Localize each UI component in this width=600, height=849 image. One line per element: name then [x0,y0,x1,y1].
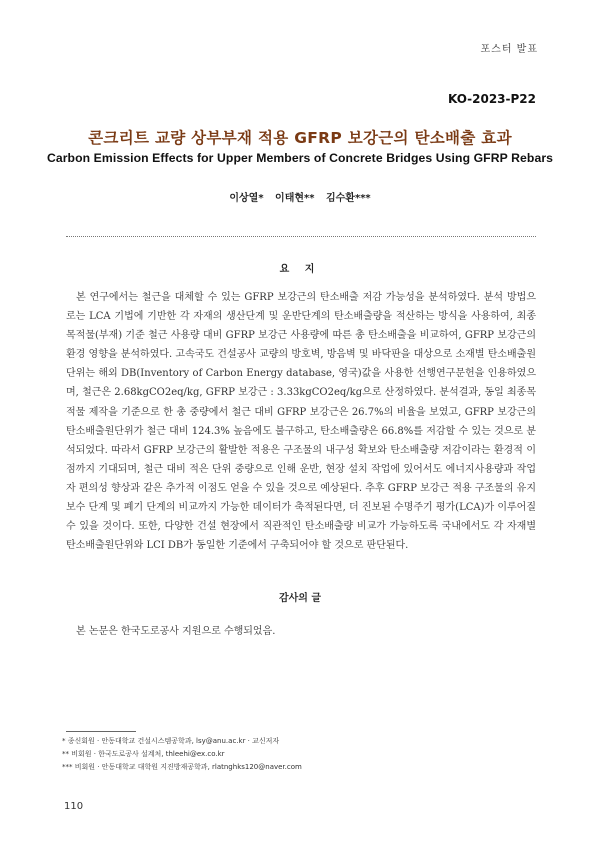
abstract-heading: 요 지 [279,264,321,275]
author-2: 이태현** [275,193,315,204]
section-label: 포스터 발표 [480,44,538,55]
author-list [0,189,600,204]
author-1: 이상열* [229,193,264,204]
footnote-rule [66,731,136,732]
footnote-2: ** 비회원 · 한국도로공사 설계처, thleehi@ex.co.kr [62,750,225,758]
acknowledgement-heading: 감사의 글 [278,593,322,604]
title-korean: 콘크리트 교량 상부부재 적용 GFRP 보강근의 탄소배출 효과 [88,129,512,147]
acknowledgement-body: 본 논문은 한국도로공사 지원으로 수행되었음. [76,626,276,637]
page-number: 110 [64,801,84,812]
footnote-1: * 종신회원 · 안동대학교 건설시스템공학과, lsy@anu.ac.kr · 교신저자 [62,737,280,745]
author-3: 김수환*** [325,193,371,204]
footnote-3: *** 비회원 · 안동대학교 대학원 지진방재공학과, rlatnghks120@naver.com [62,763,302,771]
paper-code: KO-2023-P22 [447,92,536,106]
title-english: Carbon Emission Effects for Upper Members of Concrete Bridges Using GFRP Rebars [46,151,554,165]
footnotes [62,735,542,774]
dotted-divider [66,236,536,237]
abstract-body: 본 연구에서는 철근을 대체할 수 있는 GFRP 보강근의 탄소배출 저감 가능성을 분석하였다. 분석 방법으로는 LCA 기법에 기반한 각 자재의 생산단계 및 운반단계의 탄소배출량을 적산하는 방식을 사용하여, 최종목적물(부재) 기준 철근 사용량 대비 GFRP 보강근 사용량에 따른 총 탄소배출을 비교하여, GFRP 보강근의 환경 영향을 분석하였다. 고속국도 건설공사 교량의 방호벽, 방음벽 및 바닥판을 대상으로 소재별 탄소배출원단위는 해외 DB(Inventory of Carbon Energy database, 영국)값을 사용한 선행연구문헌을 인용하였으며, 철근은 2.68kgCO2eq/kg, GFRP 보강근 : 3.33kgCO2eq/kg으로 산정하였다. 분석결과, 동일 최종목적물 제작을 기준으로 한 총 중량에서 철근 대비 GFRP 보강근은 26.7%의 비율을 보였고, GFRP 보강근의 탄소배출원단위가 철근 대비 124.3% 높음에도 불구하고, 탄소배출량은 66.8%를 저감할 수 있는 것으로 분석되었다. 따라서 GFRP 보강근의 활발한 적용은 구조물의 내구성 확보와 탄소배출량 저감이라는 환경적 이점까지 기대되며, 철근 대비 적은 단위 중량으로 인해 운반, 현장 설치 작업에 있어서도 에너지사용량과 작업자 편의성 향상과 같은 추가적 이점도 얻을 수 있을 것으로 예상된다. 추후 GFRP 보강근 적용 구조물의 유지보수 단계 및 폐기 단계의 비교까지 가능한 데이터가 축적된다면, 더 진보된 수명주기 평가(LCA)가 이루어질 수 있을 것이다. 또한, 다양한 건설 현장에서 직관적인 탄소배출량 비교가 가능하도록 국내에서도 각 자재별 탄소배출원단위와 LCI DB가 동일한 기준에서 구축되어야 할 것으로 판단된다. [66,292,536,552]
